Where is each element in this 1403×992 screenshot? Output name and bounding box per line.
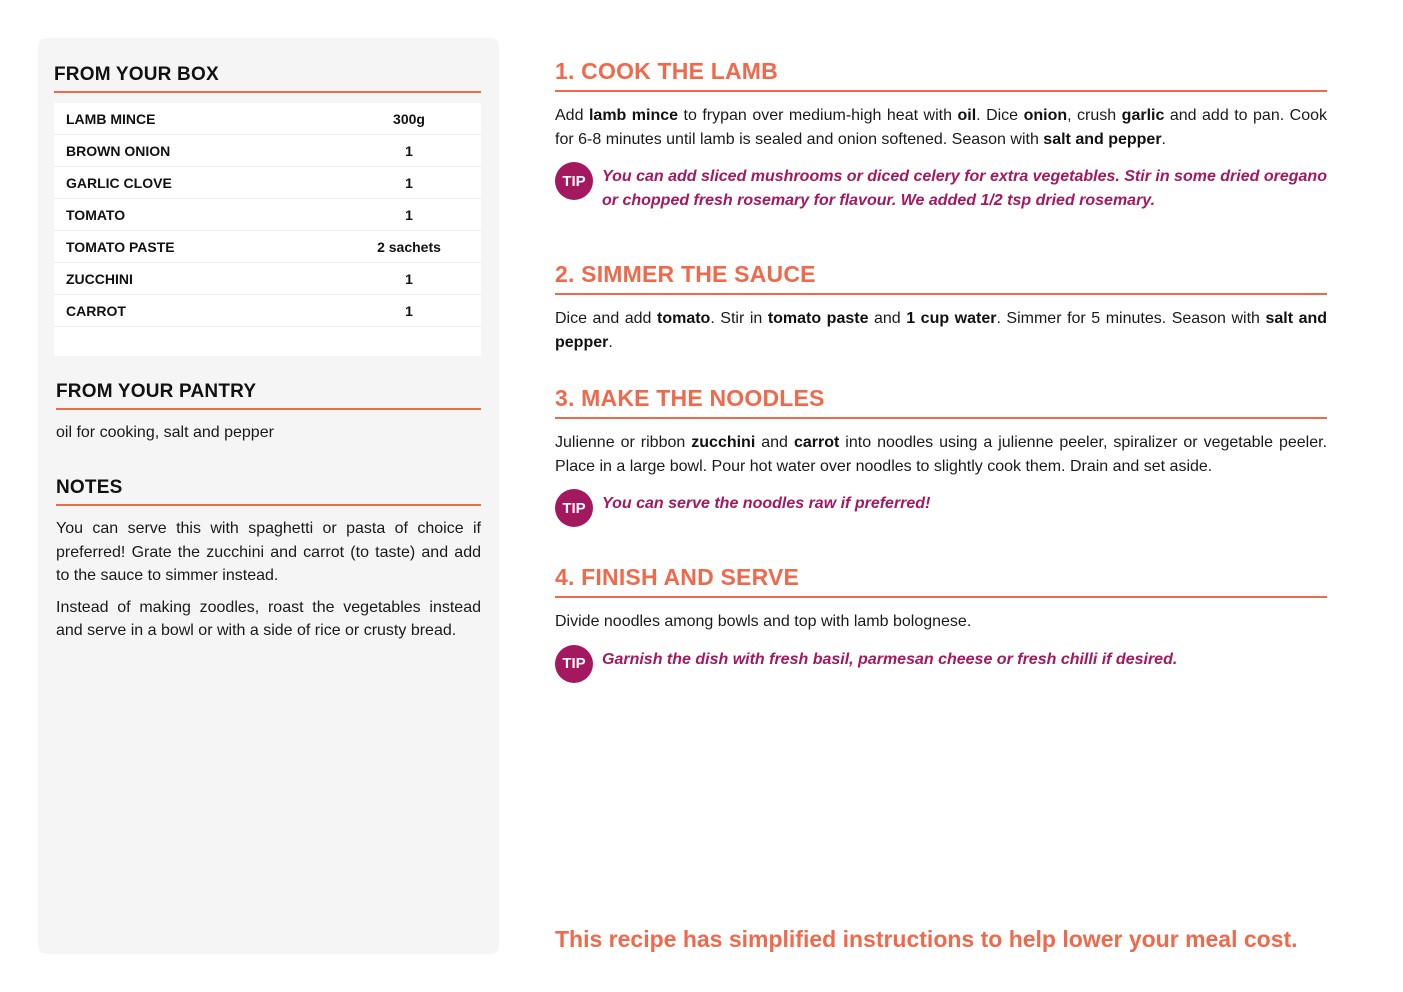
step-body: Add lamb mince to frypan over medium-high heat with oil. Dice onion, crush garlic and add to pan. Cook for 6-8 minutes until lamb is sealed and onion softened. Season with salt and pepper. (555, 107, 1328, 148)
table-row (54, 103, 481, 135)
emphasis: salt and pepper (555, 310, 1328, 351)
notes-paragraph: Instead of making zoodles, roast the vegetables instead and serve in a bowl or with a side of rice or crusty bread. (56, 598, 481, 639)
step-3 (555, 385, 1327, 527)
step-body: Dice and add tomato. Stir in tomato paste and 1 cup water. Simmer for 5 minutes. Season with salt and pepper. (555, 310, 1328, 351)
tip (555, 492, 1327, 527)
step-heading: 4. FINISH AND SERVE (555, 564, 1327, 598)
emphasis: carrot (793, 434, 840, 451)
ingredient-name: TOMATO (66, 206, 126, 223)
tip-text: Garnish the dish with fresh basil, parmesan cheese or fresh chilli if desired. (602, 650, 1178, 668)
table-row (54, 231, 481, 263)
step-body: Divide noodles among bowls and top with lamb bolognese. (555, 613, 972, 630)
ingredients-panel (38, 38, 499, 954)
step-heading: 1. COOK THE LAMB (555, 58, 1327, 92)
emphasis: tomato paste (767, 310, 869, 327)
emphasis: salt and pepper (1043, 130, 1162, 148)
emphasis: 1 cup water (906, 310, 997, 327)
from-your-box-heading: FROM YOUR BOX (54, 64, 481, 93)
ingredient-qty: 1 (405, 302, 413, 319)
ingredient-qty: 1 (405, 270, 413, 287)
tip (555, 165, 1327, 212)
emphasis: garlic (1121, 107, 1165, 124)
from-your-pantry-heading: FROM YOUR PANTRY (56, 381, 481, 410)
step-heading: 2. SIMMER THE SAUCE (555, 261, 1327, 295)
ingredient-name: LAMB MINCE (66, 110, 156, 127)
tip (555, 648, 1327, 683)
from-your-pantry-section (56, 381, 481, 445)
emphasis: onion (1023, 107, 1068, 124)
step-4 (555, 564, 1327, 683)
step-1 (555, 58, 1327, 212)
table-row (54, 167, 481, 199)
emphasis: tomato (657, 310, 711, 327)
ingredient-name: TOMATO PASTE (66, 238, 175, 255)
ingredients-table (54, 103, 481, 356)
notes-paragraph: You can serve this with spaghetti or pasta of choice if preferred! Grate the zucchini and carrot (to taste) and add to the sauce to simmer instead. (56, 520, 481, 584)
emphasis: zucchini (691, 434, 756, 451)
emphasis: oil (957, 107, 977, 124)
tip-text: You can serve the noodles raw if preferred! (602, 495, 931, 512)
notes-heading: NOTES (56, 477, 481, 506)
ingredient-name: BROWN ONION (66, 142, 171, 159)
ingredient-qty: 1 (405, 142, 413, 159)
tip-badge-icon: TIP (555, 162, 593, 200)
notes-section (56, 477, 481, 643)
tip-badge-icon: TIP (555, 645, 593, 683)
tip-text: You can add sliced mushrooms or diced celery for extra vegetables. Stir in some dried oregano or chopped fresh rosemary for flavour. We added 1/2 tsp dried rosemary. (602, 168, 1327, 209)
ingredient-name: ZUCCHINI (66, 270, 133, 287)
pantry-text: oil for cooking, salt and pepper (56, 424, 274, 441)
ingredient-name: GARLIC CLOVE (66, 174, 172, 191)
footer-note: This recipe has simplified instructions to help lower your meal cost. (555, 926, 1298, 952)
ingredient-qty: 1 (405, 174, 413, 191)
step-body: Julienne or ribbon zucchini and carrot into noodles using a julienne peeler, spiralizer or vegetable peeler. Place in a large bowl. Pour hot water over noodles to slightly cook them. Drain and set aside. (555, 434, 1328, 475)
table-row (54, 135, 481, 167)
step-2 (555, 261, 1327, 354)
table-row (54, 295, 481, 327)
table-row (54, 199, 481, 231)
from-your-box-section (54, 64, 481, 356)
ingredient-qty: 300g (393, 110, 425, 127)
emphasis: lamb mince (588, 107, 679, 124)
tip-badge-icon: TIP (555, 489, 593, 527)
ingredient-qty: 2 sachets (377, 238, 441, 255)
ingredient-name: CARROT (66, 302, 126, 319)
ingredient-qty: 1 (405, 206, 413, 223)
table-row (54, 263, 481, 295)
step-heading: 3. MAKE THE NOODLES (555, 385, 1327, 419)
